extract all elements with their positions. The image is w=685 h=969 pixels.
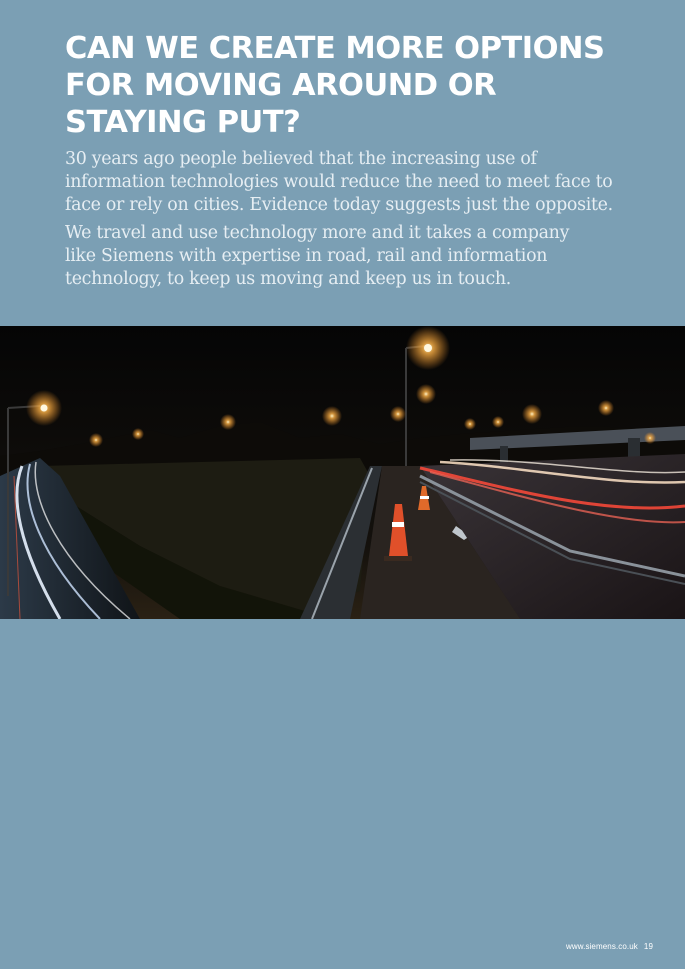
body-line: technology, to keep us moving and keep us in touch.	[65, 269, 512, 289]
headline-line: CAN WE CREATE MORE OPTIONS	[65, 31, 605, 66]
body-paragraph	[65, 148, 665, 217]
page-headline	[65, 30, 665, 141]
headline-line: STAYING PUT?	[65, 105, 301, 140]
body-copy	[65, 148, 665, 296]
page-footer	[566, 942, 653, 951]
motorway-night-photo	[0, 326, 685, 619]
body-paragraph	[65, 222, 665, 291]
headline-line: FOR MOVING AROUND OR	[65, 68, 497, 103]
body-line: We travel and use technology more and it takes a company	[65, 223, 570, 243]
body-line: 30 years ago people believed that the increasing use of	[65, 149, 537, 169]
photo-illustration	[0, 326, 685, 619]
page-number: 19	[643, 942, 653, 951]
body-line: information technologies would reduce the need to meet face to	[65, 172, 613, 192]
body-line: like Siemens with expertise in road, rail and information	[65, 246, 548, 266]
body-line: face or rely on cities. Evidence today suggests just the opposite.	[65, 195, 613, 215]
website-link[interactable]: www.siemens.co.uk	[565, 942, 638, 951]
